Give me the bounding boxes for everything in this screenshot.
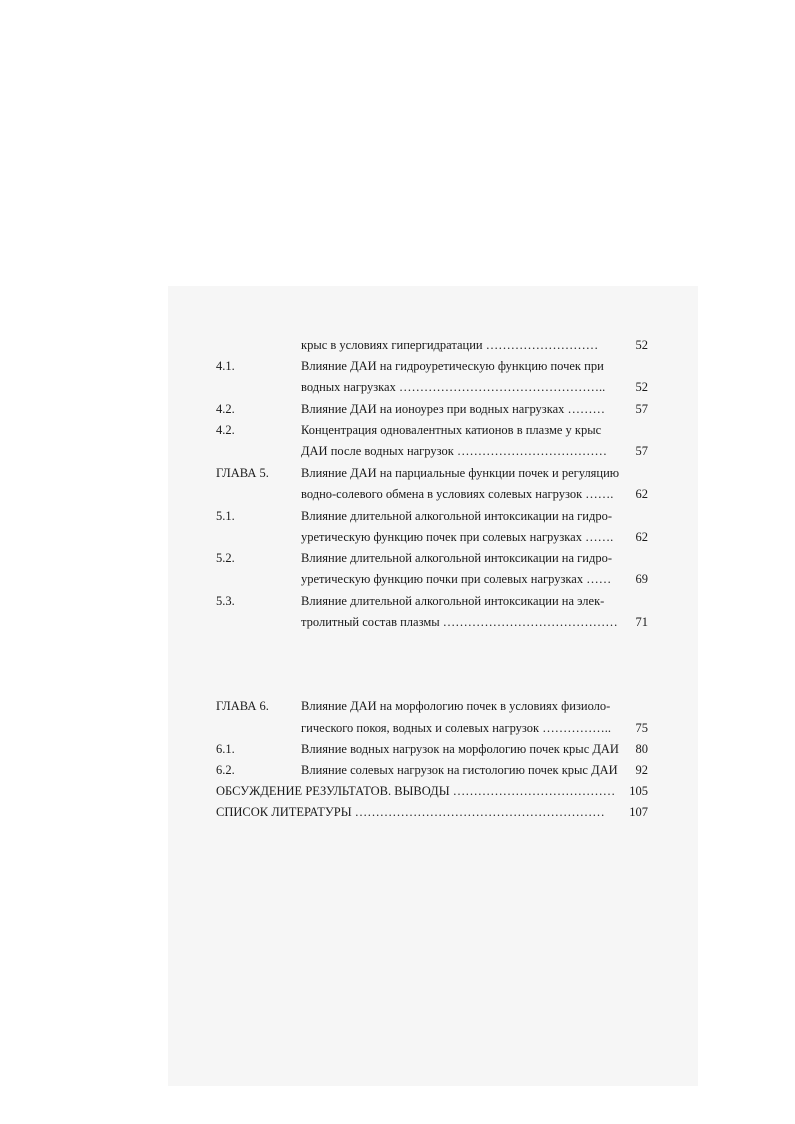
toc-page-number: 62 bbox=[635, 530, 648, 544]
toc-entry-number: 4.2. bbox=[216, 423, 235, 437]
toc-entry-text: водных нагрузках ………………………………………….. bbox=[301, 380, 606, 394]
toc-entry-text: Влияние ДАИ на гидроуретическую функцию почек при bbox=[301, 359, 604, 373]
toc-entry-number: 5.2. bbox=[216, 551, 235, 565]
toc-entry-number: 6.1. bbox=[216, 742, 235, 756]
toc-entry-number: 6.2. bbox=[216, 763, 235, 777]
toc-page-number: 57 bbox=[635, 444, 648, 458]
toc-entry-text: уретическую функцию почек при солевых нагрузках ……. bbox=[301, 530, 614, 544]
toc-entry-number: 4.1. bbox=[216, 359, 235, 373]
toc-entry-text: Влияние длительной алкогольной интоксикации на элек- bbox=[301, 594, 605, 608]
toc-entry-text: уретическую функцию почки при солевых нагрузках …… bbox=[301, 572, 612, 586]
toc-entry-number: ГЛАВА 5. bbox=[216, 466, 269, 480]
toc-entry-text: тролитный состав плазмы …………………………………… bbox=[301, 615, 618, 629]
toc-entry-number: 5.3. bbox=[216, 594, 235, 608]
toc-entry-text: водно-солевого обмена в условиях солевых нагрузок ……. bbox=[301, 487, 614, 501]
toc-page-number: 71 bbox=[635, 615, 648, 629]
toc-entry-number: 5.1. bbox=[216, 509, 235, 523]
toc-entry-text: Влияние длительной алкогольной интоксикации на гидро- bbox=[301, 509, 612, 523]
toc-entry-number: ГЛАВА 6. bbox=[216, 699, 269, 713]
toc-page-number: 52 bbox=[635, 380, 648, 394]
toc-entry-number: 4.2. bbox=[216, 402, 235, 416]
toc-entry-text: СПИСОК ЛИТЕРАТУРЫ …………………………………………………… bbox=[216, 805, 605, 819]
toc-page-number: 69 bbox=[635, 572, 648, 586]
toc-entry-text: ДАИ после водных нагрузок ……………………………… bbox=[301, 444, 607, 458]
toc-page-number: 62 bbox=[635, 487, 648, 501]
toc-page-number: 107 bbox=[629, 805, 648, 819]
toc-entry-text: Концентрация одновалентных катионов в плазме у крыс bbox=[301, 423, 602, 437]
toc-entry-text: Влияние солевых нагрузок на гистологию почек крыс ДАИ bbox=[301, 763, 618, 777]
toc-entry-text: Влияние водных нагрузок на морфологию почек крыс ДАИ bbox=[301, 742, 619, 756]
toc-page-number: 92 bbox=[635, 763, 648, 777]
toc-entry-text: Влияние ДАИ на морфологию почек в условиях физиоло- bbox=[301, 699, 611, 713]
toc-page-number: 75 bbox=[635, 721, 648, 735]
toc-page-number: 105 bbox=[629, 784, 648, 798]
toc-entry-text: гического покоя, водных и солевых нагрузок …………….. bbox=[301, 721, 611, 735]
toc-entry-text: ОБСУЖДЕНИЕ РЕЗУЛЬТАТОВ. ВЫВОДЫ ………………………………… bbox=[216, 784, 616, 798]
toc-page-number: 57 bbox=[635, 402, 648, 416]
toc-page-number: 80 bbox=[635, 742, 648, 756]
toc-entry-text: Влияние ДАИ на парциальные функции почек и регуляцию bbox=[301, 466, 620, 480]
toc-entry-text: крыс в условиях гипергидратации ……………………… bbox=[301, 338, 599, 352]
toc-page-number: 52 bbox=[635, 338, 648, 352]
toc-entry-text: Влияние ДАИ на ионоурез при водных нагрузках ……… bbox=[301, 402, 606, 416]
toc-entry-text: Влияние длительной алкогольной интоксикации на гидро- bbox=[301, 551, 612, 565]
